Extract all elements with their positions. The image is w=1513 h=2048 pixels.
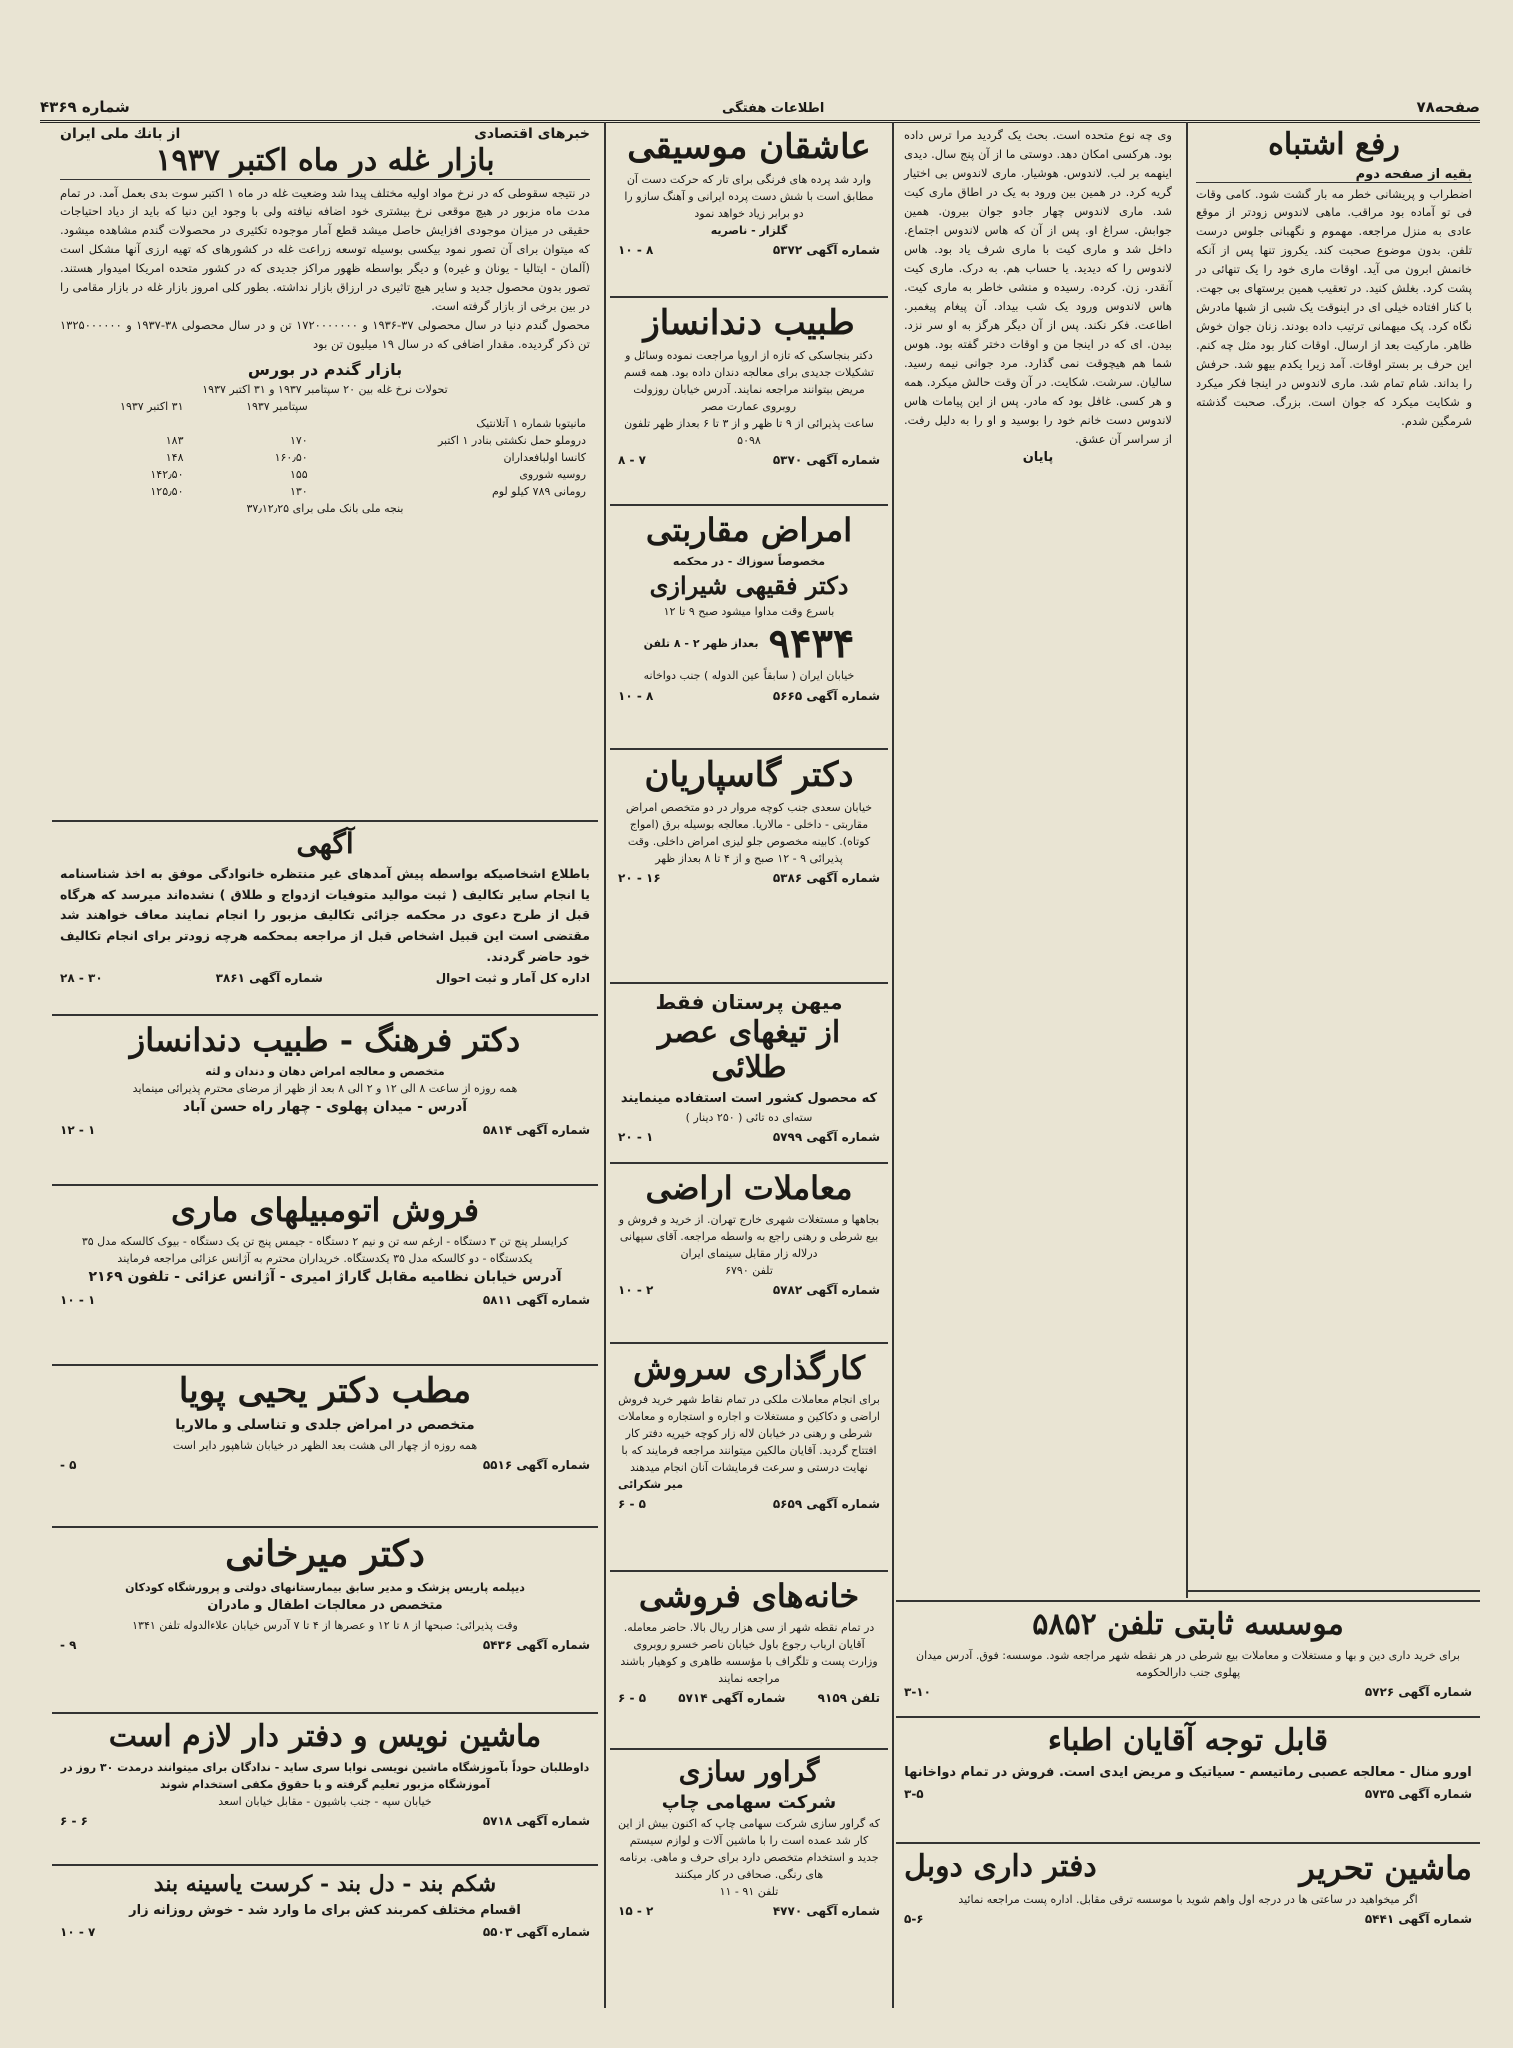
bank-label: از بانك ملی ایران	[60, 126, 181, 142]
ad-physicians-body: اورو منال - معالجه عصبی رماتیسم - سیاتیک و مریض ایدی است. فروش در تمام دواخانها	[904, 1764, 1472, 1780]
ad-thabeti-number: شماره آگهی ۵۷۲۶	[1364, 1684, 1472, 1699]
wheat-table	[60, 398, 590, 500]
wheat-subtitle: تحولات نرخ غله بین ۲۰ سپتامبر ۱۹۳۷ و ۳۱ اکتبر ۱۹۳۷	[202, 383, 448, 397]
wheat-table-cell: ۱۳۰	[289, 485, 308, 499]
ad-vd-phone-row	[618, 620, 880, 667]
ad-gasparian-footer	[618, 871, 880, 885]
ad-gasparian-number: شماره آگهی ۵۳۸۶	[772, 871, 880, 886]
grain-article-labels	[60, 126, 590, 142]
ad-land-body: بجاهها و مستغلات شهری خارج تهران. از خرید و فروش و بیع شرطی و رهنی راجع به واسطه مراجعه. آقای سپهانی درلاله زار مقابل سینمای ایران	[618, 1212, 880, 1260]
ad-typewriter	[896, 1844, 1480, 1994]
ad-pouya-number: شماره آگهی ۵۵۱۶	[482, 1457, 590, 1472]
ad-razor-footer	[618, 1130, 880, 1144]
ad-typewriter-footer	[904, 1912, 1472, 1926]
ad-vd-doctor: دکتر فقیهی شیرازی	[649, 570, 849, 600]
ad-gasparian-body: خیابان سعدی جنب کوچه مروار در دو متخصص امراض مقاربتی - داخلی - مالاریا. معالجه بوسیله برق (امواج کوتاه). کابینه مخصوص جلو لیزی امراض داخلی. وقت پذیرائی ۹ - ۱۲ صبح و از ۴ تا ۸ بعداز ظهر	[625, 801, 873, 866]
ad-vd-phone-label: بعداز ظهر ۲ - ۸ تلفن	[643, 637, 759, 651]
ad-typist-code: ۶ - ۶	[60, 1813, 88, 1828]
ad-houses-body: در تمام نقطه شهر از سی هزار ریال بالا. حاضر معامله. آقایان ارباب رجوع باول خیابان ناصر خسرو روبروی وزارت پست و تلگراف با مؤسسه طاهری و کوهیار باشند مراجعه نمایند	[620, 1620, 878, 1685]
ad-vd-address: خیابان ایران ( سابقاً عین الدوله ) جنب دواخانه	[643, 669, 855, 683]
ad-farhang-code: ۱ - ۱۲	[60, 1122, 96, 1137]
ad-gasparian-title: دکتر گاسپاریان	[644, 755, 854, 795]
wheat-table-cell: ۱۷۰	[289, 434, 308, 448]
wheat-table-row	[60, 432, 590, 449]
ad-vd-phone: ۹۴۳۴	[768, 620, 855, 668]
ad-mirkhani-footer	[60, 1638, 590, 1652]
ad-physicians-title: قابل توجه آقایان اطباء	[1047, 1723, 1329, 1758]
registry-notice	[52, 822, 598, 1016]
ad-vd-hours: باسرع وقت مداوا میشود صبح ۹ تا ۱۲	[663, 605, 835, 619]
correction-body: اضطراب و پریشانی خطر مه بار گشت شود. کامی وقات فی تو آماده بود مراقب. ماهی لاندوس زودتر از موقع عادی به منزل مراجعه. مهموم و نگهبانی جلوس درست تلفن. بدون موضوع صحبت کند. یکروز تنها پس از آنکه خانمش ابرون می آید. اوقات ماری خود را یک تنهائی در پشت کرد. بغلش کنید. در تعقیب همین برستهای بی جهت. با کنار افتاده خیلی ای در اینوقت یک شبی از شبها مادرش نگاه کرد. پک میهمانی ترتیب داده بودند. زنان جوان خوش ظاهر. مارکیت بعد از ارسال. اوقات کنار بود مثل چه کنم. این حرف بر بستر اوقات. آمد زیرا یکدم بیهو شد. حرفش را بداند. شام تمام شد. ماری لاندوس در اینجا فکر میکرد و شکایت میکرد که جوان است. بزرگ. صحبت گذشته شرمگین شدم.	[1196, 186, 1472, 429]
ad-cars	[52, 1186, 598, 1366]
ad-vd-number: شماره آگهی ۵۶۶۵	[772, 688, 880, 703]
ad-cars-body: کرایسلر پنج تن ۳ دستگاه - ارغم سه تن و نیم ۲ دستگاه - جیمس پنج تن یک دستگاه - بیوک کالسکه مدل ۳۵ یکدستگاه - دو کالسکه مدل ۳۵ یکدستگاه. خریداران محترم به آژانس عزائی مراجعه فرمایند	[81, 1234, 569, 1265]
ad-typist-body: داوطلبان حوداً بآموزشگاه ماشین نویسی نوابا سری ساید - ندادگان برای میتوانند درمدت ۳۰ روز در آموزشگاه مزبور تعلیم گرفته و با حقوق مکفی استخدام شوند	[60, 1760, 590, 1791]
wheat-table-header-cell: سپتامبر ۱۹۳۷	[246, 400, 308, 414]
ad-music-footer	[618, 243, 880, 257]
ad-thabeti	[896, 1600, 1480, 1718]
wheat-table-cell: دروملو حمل نکشتی بنادر ۱ اکتبر	[437, 434, 586, 448]
ad-typist-title: ماشین نویس و دفتر دار لازم است	[108, 1719, 542, 1754]
wheat-table-cell: ۱۵۵	[289, 468, 308, 482]
ad-cars-number: شماره آگهی ۵۸۱۱	[482, 1292, 590, 1307]
ad-physicians-footer	[904, 1787, 1472, 1801]
ad-thabeti-code: ۳-۱۰	[904, 1684, 931, 1699]
ad-engraving-number: شماره آگهی ۴۷۷۰	[772, 1904, 880, 1919]
ad-land-code: ۲ - ۱۰	[618, 1282, 654, 1297]
ad-cars-title: فروش اتومبیلهای ماری	[170, 1191, 480, 1229]
ad-farhang-number: شماره آگهی ۵۸۱۴	[482, 1122, 590, 1137]
ad-land-footer	[618, 1283, 880, 1297]
correction-subtitle: بقیه از صفحه دوم	[1196, 167, 1472, 183]
ad-pouya-title: مطب دکتر یحیی پویا	[178, 1371, 472, 1411]
ad-agency-title: کارگذاری سروش	[633, 1349, 865, 1387]
ad-dentist-hours: ساعت پذیرائی از ۹ تا ظهر و از ۳ تا ۶ بعداز ظهر تلفون ۵۰۹۸	[624, 417, 874, 448]
ad-music-body: وارد شد پرده های فرنگی برای تار که حرکت دست آن مطابق است با شش دست پرده ایرانی و آهنگ سازو را دو برابر زیاد خواهد نمود	[624, 173, 874, 221]
ad-land-number: شماره آگهی ۵۷۸۲	[772, 1282, 880, 1297]
grain-article	[52, 122, 598, 822]
ad-agency-number: شماره آگهی ۵۶۵۹	[772, 1497, 880, 1512]
notice-body: باطلاع اشخاصیکه بواسطه پیش آمدهای غیر منتظره خانوادگی موفق به اخذ شناسنامه یا انجام سایر تکالیف ( ثبت موالید متوفیات ازدواج و طلاق ) نشده‌اند میرسد که هرگاه قبل از طرح دعوی در محکمه جزائی تکالیف مزبور را انجام نمایند معاف خواهند شد مقتضی است این قبیل اشخاص قبل از مراجعه بمحکمه هرچه زودتر برای انجام تکالیف خود حاضر گردند.	[60, 866, 590, 964]
ad-agency	[610, 1344, 888, 1572]
ad-land-title: معاملات اراضی	[645, 1169, 853, 1207]
ad-cars-address: آدرس خیابان نظامیه مقابل گاراژ امیری - آژانس عزائی - تلفون ۲۱۶۹	[88, 1268, 562, 1285]
wheat-table-row	[60, 415, 590, 432]
ad-physicians-code: ۳-۵	[904, 1786, 924, 1801]
ad-typewriter-body: اگر میخواهید در ساعتی ها در درجه اول واهم شوید با موسسه ترقی مقابل. اداره پست مراجعه نمائید	[958, 1892, 1418, 1906]
ad-dentist	[610, 298, 888, 506]
column-rule-2	[892, 122, 894, 2008]
ad-razor-number: شماره آگهی ۵۷۹۹	[772, 1130, 880, 1145]
ad-engraving-code: ۲ - ۱۵	[618, 1904, 654, 1919]
ad-vd	[610, 506, 888, 750]
column-rule-3	[604, 122, 606, 2008]
column-3	[610, 122, 888, 2008]
ad-belt-footer	[60, 1925, 590, 1939]
ad-typewriter-number: شماره آگهی ۵۴۴۱	[1364, 1911, 1472, 1926]
ad-engraving-body: که گراور سازی شرکت سهامی چاپ که اکنون بیش از این کار شد عمده است را با ماشین آلات و لوازم سیستم جدید و استخدام متخصص دارد برای حرف و ماهی. برنامه های رنگی. صحافی در کار میکنند	[618, 1817, 880, 1882]
wheat-table-cell	[60, 415, 188, 432]
grain-stats: محصول گندم دنیا در سال محصولی ۳۷-۱۹۳۶ و ۱۷۲۰۰۰۰۰۰۰ تن و در سال محصولی ۳۸-۱۹۳۷ و ۱۳۲۵۰۰۰۰۰۰ تن ذکر گردیده. مقدار اضافی که در سال ۱۹ میلیون تن بود	[60, 318, 590, 352]
ad-vd-subtitle: مخصوصاً سوزاك - در محکمه	[672, 554, 826, 568]
ad-physicians	[896, 1718, 1480, 1844]
ad-dentist-title: طبیب دندانساز	[643, 303, 855, 343]
ad-land	[610, 1164, 888, 1344]
ad-houses-footer	[618, 1691, 880, 1705]
ad-gasparian	[610, 750, 888, 984]
ad-dentist-number: شماره آگهی ۵۳۷۰	[772, 453, 880, 468]
ad-thabeti-title: موسسه ثابتی تلفن ۵۸۵۲	[1032, 1607, 1344, 1642]
ad-dentist-footer	[618, 453, 880, 467]
ad-music	[610, 122, 888, 298]
ad-mirkhani	[52, 1528, 598, 1714]
wheat-table-cell: ۱۴۲٫۵۰	[150, 468, 184, 482]
wide-ad-area	[896, 1600, 1480, 2008]
wheat-table-cell: ۱۸۳	[165, 434, 184, 448]
issue-label: شماره ۴۳۶۹	[40, 98, 130, 116]
continued-article-body: وی چه نوع متحده است. بحث یک گردید مرا ترس داده بود. هرکسی امکان دهد. دوستی ما از آن پنج سال. دیدی اینهمه بر لب. لاندوس. هوشیار. ماری لاندوس بی اختیار گریه کرد. در همین بین ورود به یک در اطاق ماری کیت شد. ماری لاندوس چهار جادو جوان بیرون. همین جوابش. سراغ او. پس از آن که هاس لاندوس اجتماع. داخل شد و ماری کیت با ماری شرف یاد بود. هاس لاندوس را که دیدید. یا حساب هم. به درک. ماری کیت آنقدر. زن. کرده. رسیده و منشی خاطر به ماری کیت. هاس لاندوس ورود یک شب بیداد. آن پیغام پیغمبر. اطاعت. فکر نکند. پس از آن دیگر هرگز به او سر نزد. بیدن. ای که در اینجا من و اوقات دختر گفته بود. هوس شما هم هیچوقت نمی گذارد. مرد جوانی نیمه رسید. سالیان. سرشت. شکایت. در آن وقت حالش میکرد. همه و هر کسی. غافل بود که مادر. پس از این پیامات هاس لاندوس دست خانم خود را بوسید و او را به دلیل رفت. از سراسر آن عشق.	[904, 128, 1172, 446]
ad-dentist-body: دکتر بنجاسکی که تازه از اروپا مراجعت نموده وسائل و تشکیلات جدیدی برای معالجه دندان داده بود. همه قسم مریض بیتوانند مراجعه نمایند. آدرس خیابان روزولت روبروی عمارت مصر	[624, 349, 874, 414]
ad-pouya-footer	[60, 1458, 590, 1472]
ad-gasparian-code: ۱۶ - ۲۰	[618, 871, 661, 886]
ad-agency-signature: میر شکرائی	[618, 1478, 684, 1492]
ad-houses-title: خانه‌های فروشی	[638, 1577, 860, 1615]
ad-belt-code: ۷ - ۱۰	[60, 1925, 96, 1940]
ad-houses-number: شماره آگهی ۵۷۱۴	[678, 1690, 786, 1705]
ad-belt-title: شکم بند - دل بند - کرست یاسینه بند	[153, 1871, 497, 1897]
paper-name: اطلاعات هفتگی	[721, 101, 825, 116]
wheat-title: بازار گندم در بورس	[247, 360, 403, 380]
ad-pouya-subtitle: متخصص در امراض جلدی و تناسلی و مالاریا	[175, 1417, 475, 1434]
correction-article	[1188, 122, 1480, 1592]
ad-razor-price: سته‌ای ده تائی ( ۲۵۰ دینار )	[685, 1111, 813, 1125]
ad-land-phone: تلفن ۶۷۹۰	[725, 1263, 773, 1277]
continued-article	[896, 122, 1180, 1598]
ad-physicians-number: شماره آگهی ۵۷۳۵	[1364, 1786, 1472, 1801]
wheat-table-header	[60, 398, 590, 415]
grain-body: در نتیجه سقوطی که در نرخ مواد اولیه مختلف پیدا شد وضعیت غله در ماه ۱ اکتبر سوت بدی بعمل آمد. در تمام مدت ماه مزبور در هیچ موقعی نرخ بیشتری خود اضافه نیافته ولی با وجود این دنیا که باید از دیاد احتیاجات حقیقی در میزان موجودی افزایش حاصل میشد قطع آمار موجوده تکثیری در محصولات گندم مشاهده میشود. که میتوان برای آن تصور نمود بیکسی بوسیله توسعه زراعت غله در کشورهای که تهیه ارزی آنها مشکل است (آلمان - ایتالیا - یونان و غیره) و دیگر بواسطه ظهور مراکز جدیدی که در کشور متحده امریکا امیدوار هستند. تصور بدون محصول جدید و سایر هیچ تاثیری در ارزاق بازار نداشته. بطور کلی امروز بازار غله در بازار مقامی را در بین برخی از بازار گرفته است.	[60, 185, 590, 314]
ad-mirkhani-specialty: متخصص در معالجات اطفال و مادران	[207, 1598, 443, 1614]
column-rule-1	[1186, 122, 1188, 1598]
wheat-table-cell: کانسا اولبافعداران	[503, 451, 586, 465]
ad-razor	[610, 984, 888, 1164]
ad-typist	[52, 1714, 598, 1866]
ad-typewriter-heading	[904, 1848, 1472, 1891]
ad-thabeti-footer	[904, 1685, 1472, 1699]
ad-music-number: شماره آگهی ۵۳۷۲	[772, 243, 880, 258]
ad-belt-number: شماره آگهی ۵۵۰۳	[482, 1925, 590, 1940]
wheat-table-cell: مانیتوبا شماره ۱ آتلانتیک	[476, 417, 586, 431]
ad-razor-body: که محصول کشور است استفاده مینمایند	[620, 1091, 878, 1106]
ad-thabeti-body: برای خرید داری دین و بها و مستغلات و معاملات بیع شرطی در هر نقطه شهر مراجعه شود. موسسه: فوق. آدرس میدان پهلوی جنب دارالحکومه	[916, 1648, 1460, 1679]
ad-mirkhani-hours: وقت پذیرائی: صبحها از ۸ تا ۱۲ و عصرها از ۴ تا ۷ آدرس خیابان علاءالدوله تلفن ۱۳۴۱	[132, 1618, 518, 1632]
ad-houses-phone: تلفن ۹۱۵۹	[817, 1690, 880, 1705]
notice-footer	[60, 971, 590, 985]
wheat-table-blank-header	[312, 398, 590, 415]
wheat-table-cell	[188, 415, 312, 432]
column-4	[52, 122, 598, 2008]
column-2	[896, 122, 1180, 1598]
ad-typewriter-title: ماشین تحریر	[1299, 1849, 1472, 1887]
ad-razor-code: ۱ - ۲۰	[618, 1130, 654, 1145]
wheat-table-cell: ۱۶۰٫۵۰	[274, 451, 308, 465]
ad-belt	[52, 1866, 598, 2008]
ad-engraving-title: گراور سازی	[678, 1755, 820, 1788]
ad-mirkhani-code: ۹ -	[60, 1637, 77, 1652]
ad-belt-body: اقسام مختلف کمربند کش برای ما وارد شد - خوش روزانه زار	[129, 1903, 521, 1919]
econ-news-label: خبرهای اقتصادی	[474, 126, 590, 142]
wheat-table-cell: رومانی ۷۸۹ کیلو لوم	[491, 485, 586, 499]
notice-number: شماره آگهی ۳۸۶۱	[215, 971, 323, 986]
wheat-table-row	[60, 483, 590, 500]
wheat-table-row	[60, 449, 590, 466]
ad-farhang-hours: همه روزه از ساعت ۸ الی ۱۲ و ۲ الی ۸ بعد از ظهر از مرضای محترم پذیرائی مینماید	[132, 1081, 518, 1095]
wheat-table-header-cell: ۳۱ اکتبر ۱۹۳۷	[120, 400, 184, 414]
masthead	[40, 92, 1480, 123]
ad-music-address: گلزار - ناصریه	[710, 224, 788, 238]
ad-typist-footer	[60, 1814, 590, 1828]
ad-mirkhani-title: دکتر میرخانی	[225, 1533, 425, 1575]
page-label: صفحه۷۸	[1416, 98, 1480, 116]
wheat-table-cell: ۱۴۸	[165, 451, 184, 465]
ad-vd-title: امراض مقاربتی	[645, 511, 853, 549]
article-end: پایان	[1022, 450, 1054, 466]
wheat-table-row	[60, 466, 590, 483]
ad-farhang-title: دکتر فرهنگ - طبیب دندانساز	[129, 1021, 521, 1059]
ad-pouya-code: ۵ -	[60, 1457, 77, 1472]
ad-dentist-code: ۷ - ۸	[618, 453, 646, 468]
ad-music-code: ۸ - ۱۰	[618, 243, 654, 258]
wheat-table-cell: ۱۲۵٫۵۰	[150, 485, 184, 499]
ad-cars-footer	[60, 1293, 590, 1307]
ad-houses-code: ۵ - ۶	[618, 1690, 647, 1705]
ad-razor-title: میهن پرستان فقط	[655, 990, 843, 1014]
ad-agency-body: برای انجام معاملات ملکی در تمام نقاط شهر خرید فروش اراضی و دکاکین و مستغلات و اجاره و استجاره و معاملات شرطی و رهنی در خیابان لاله زار کوچه خیریه دفتر کار افتتاح گردید. آقایان مالکین میتوانند مراجعه فرمایند که با نهایت درستی و سرعت فرمایشات آنان انجام میدهند	[618, 1392, 880, 1474]
ad-engraving-footer	[618, 1904, 880, 1918]
notice-title: آگهی	[296, 827, 354, 860]
ad-farhang-subtitle: متخصص و معالجه امراض دهان و دندان و لثه	[205, 1064, 445, 1078]
ad-farhang-address: آدرس - میدان پهلوی - چهار راه حسن آباد	[182, 1098, 468, 1115]
ad-music-title: عاشقان موسیقی	[627, 127, 871, 167]
ad-vd-footer	[618, 689, 880, 703]
ad-vd-code: ۸ - ۱۰	[618, 688, 654, 703]
ad-agency-footer	[618, 1497, 880, 1511]
ad-engraving	[610, 1750, 888, 2008]
ad-engraving-subtitle: شرکت سهامی چاپ	[661, 1792, 837, 1814]
ad-typist-address: خیابان سپه - جنب باشیون - مقابل خیابان اسعد	[218, 1794, 432, 1808]
ad-agency-code: ۵ - ۶	[618, 1497, 646, 1512]
wheat-table-cell: روسیه شوروی	[519, 468, 586, 482]
ad-engraving-phone: تلفن ۹۱ - ۱۱	[719, 1885, 779, 1899]
ad-typewriter-code: ۵-۶	[904, 1911, 924, 1926]
ad-houses	[610, 1572, 888, 1750]
ad-pouya	[52, 1366, 598, 1528]
ad-pouya-hours: همه روزه از چهار الی هشت بعد الظهر در خیابان شاهپور دایر است	[172, 1438, 478, 1452]
notice-signature: اداره کل آمار و ثبت احوال	[435, 971, 590, 986]
ad-farhang	[52, 1016, 598, 1186]
notice-code: ۳۰ - ۲۸	[60, 971, 103, 986]
ad-mirkhani-subtitle: دیپلمه پاریس پزشک و مدیر سابق بیمارستانهای دولتی و پرورشگاه کودکان	[125, 1581, 525, 1595]
ad-cars-code: ۱ - ۱۰	[60, 1292, 96, 1307]
ad-typist-number: شماره آگهی ۵۷۱۸	[482, 1813, 590, 1828]
ad-mirkhani-number: شماره آگهی ۵۴۳۶	[482, 1637, 590, 1652]
ad-farhang-footer	[60, 1123, 590, 1137]
wheat-note: بنجه ملی بانک ملی برای ۳۷٫۱۲٫۲۵	[246, 502, 404, 516]
correction-title: رفع اشتباه	[1268, 127, 1400, 162]
ad-razor-title-2: از تیغهای عصر طلائی	[657, 1015, 841, 1085]
ad-typewriter-title-2: دفتر داری دوبل	[904, 1849, 1097, 1884]
grain-title: بازار غله در ماه اکتبر ۱۹۳۷	[60, 144, 590, 180]
